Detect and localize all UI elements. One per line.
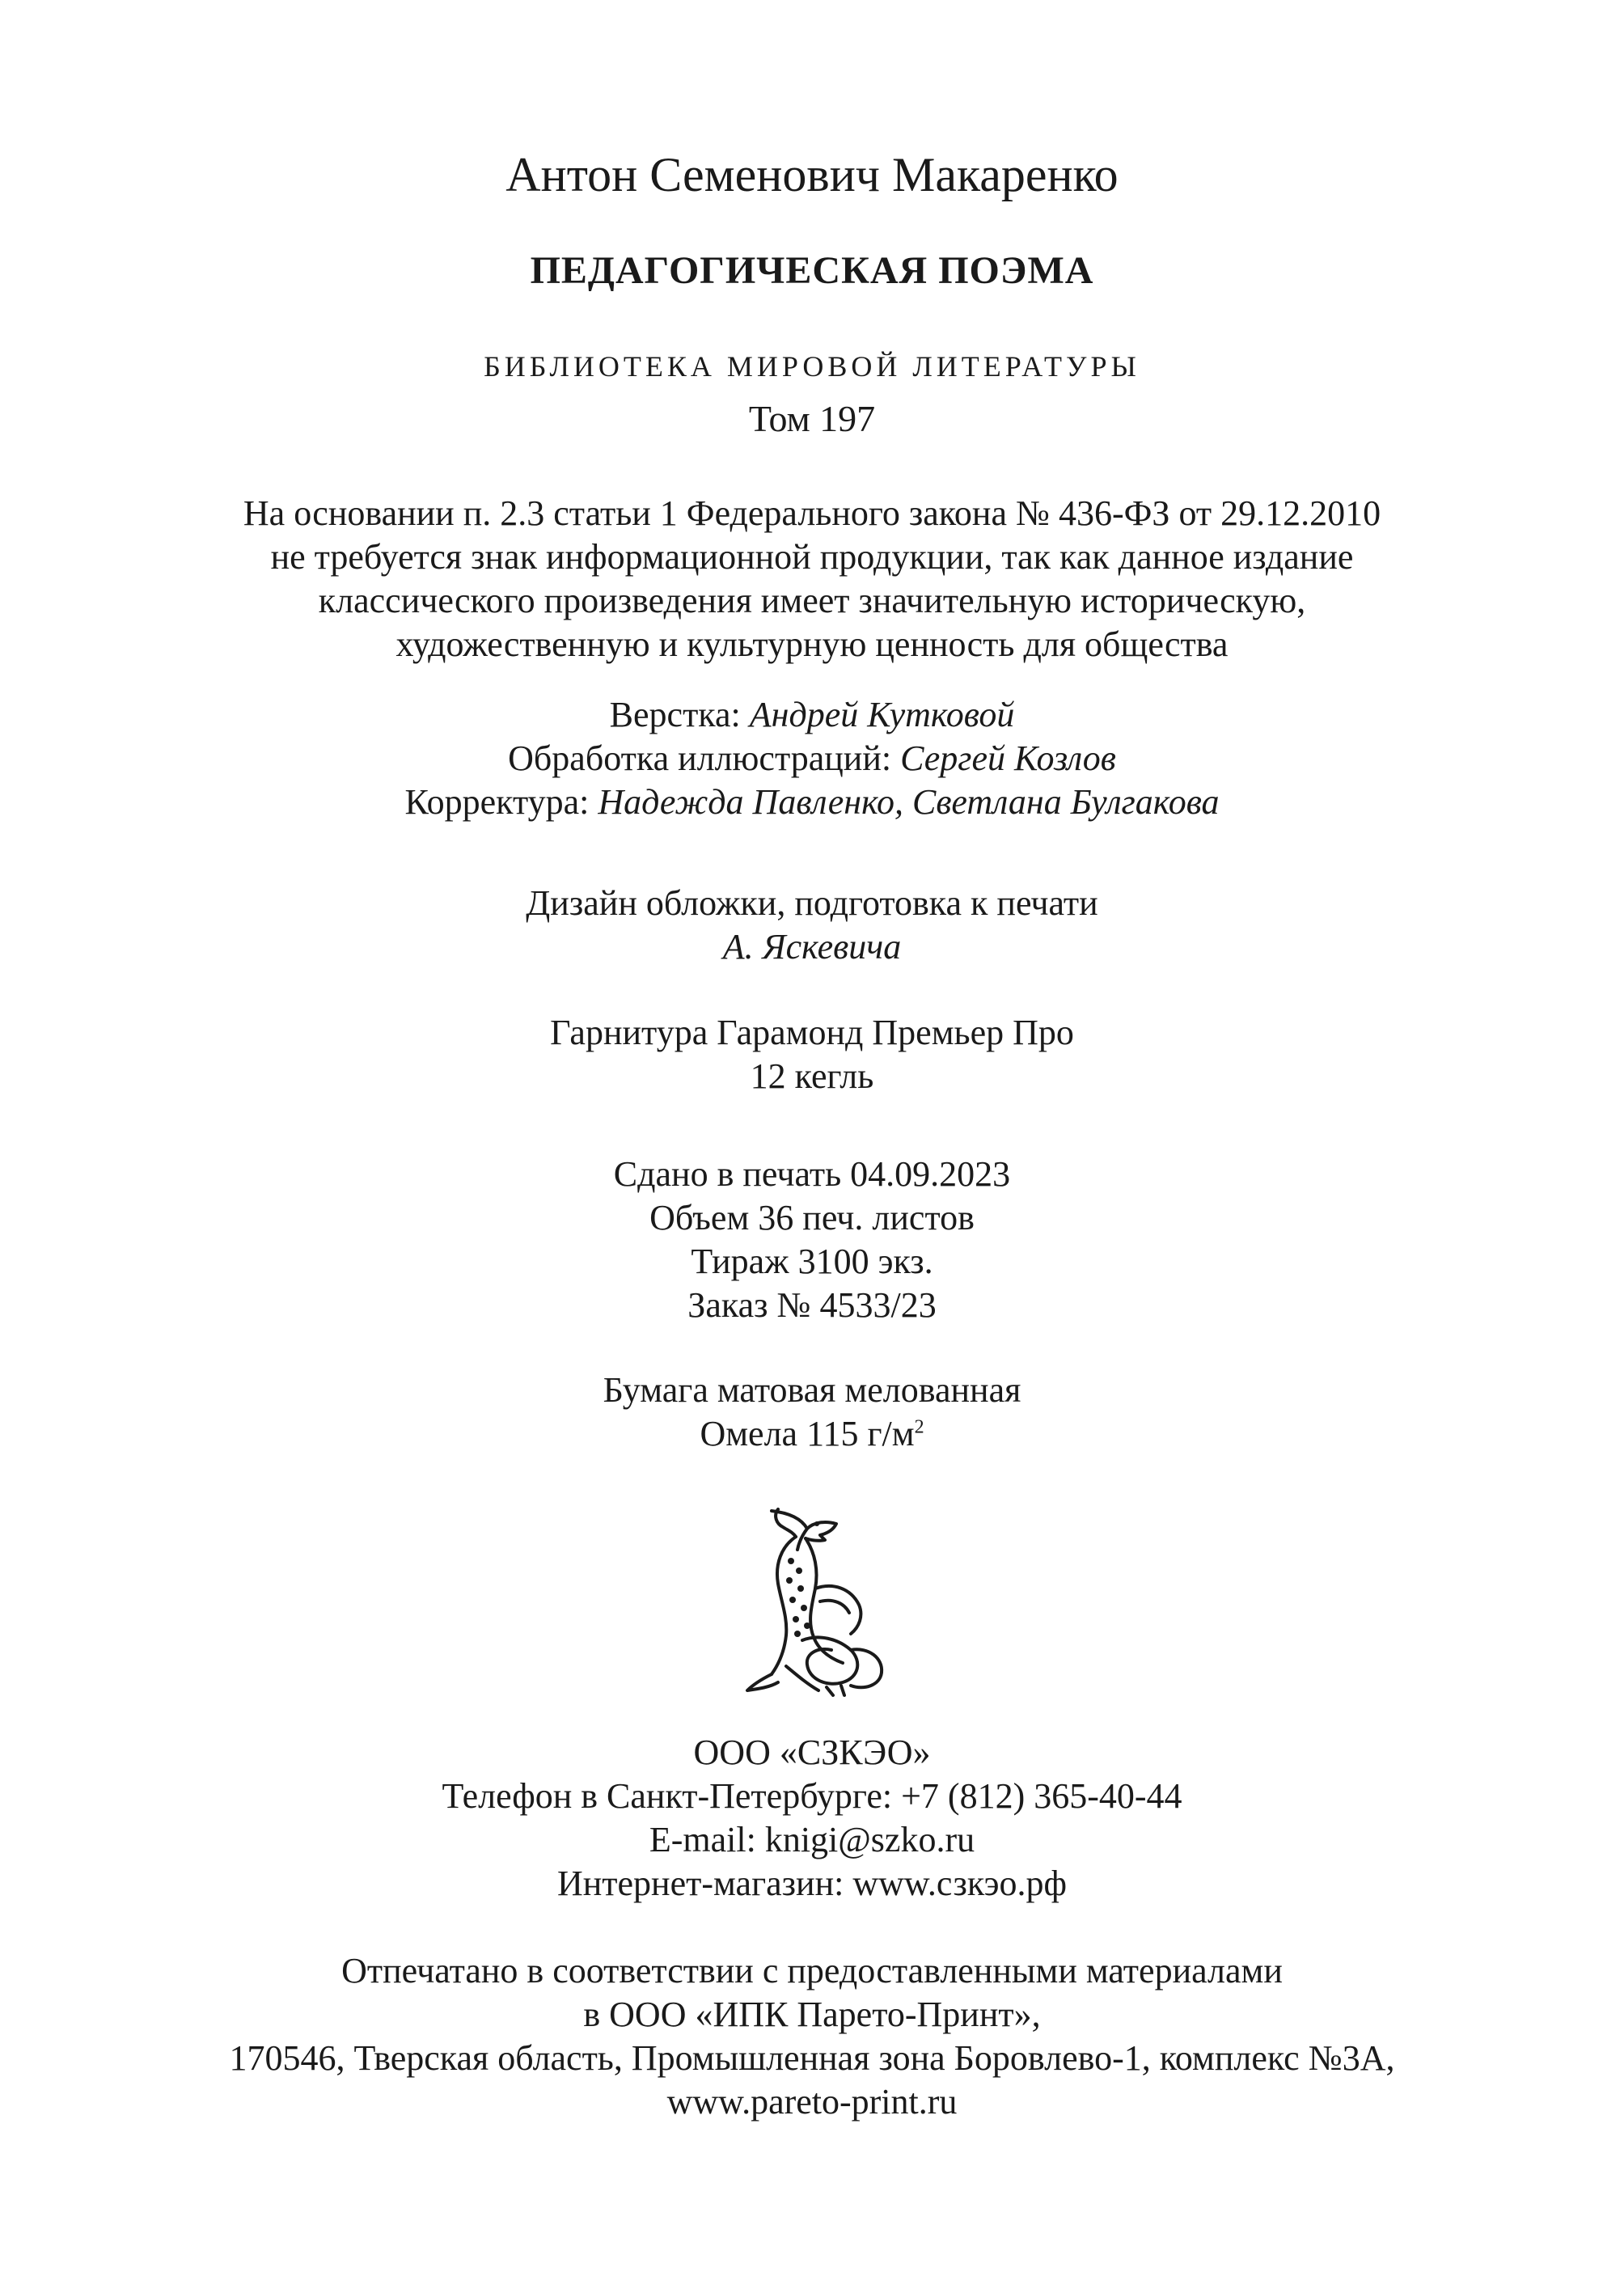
dragon-emblem-icon bbox=[730, 1504, 899, 1699]
book-title: ПЕДАГОГИЧЕСКАЯ ПОЭМА bbox=[530, 249, 1094, 292]
credit-layout-label: Верстка: bbox=[609, 695, 750, 734]
printer-address: 170546, Тверская область, Промышленная зона Боровлево-1, комплекс №3А, bbox=[229, 2038, 1395, 2078]
paper-grade bbox=[0, 1412, 1624, 1456]
publisher-email: E-mail: knigi@szko.ru bbox=[649, 1820, 975, 1859]
credit-illustrations-name: Сергей Козлов bbox=[900, 738, 1116, 778]
printer-website: www.pareto-print.ru bbox=[666, 2082, 958, 2122]
paper-grade-superscript: 2 bbox=[914, 1416, 924, 1438]
legal-notice-line: не требуется знак информационной продукции, так как данное издание bbox=[270, 537, 1354, 577]
font-size: 12 кегль bbox=[750, 1056, 874, 1096]
printer-line: в ООО «ИПК Парето-Принт», bbox=[583, 1995, 1041, 2034]
publisher-phone: Телефон в Санкт-Петербурге: +7 (812) 365-40-44 bbox=[442, 1776, 1182, 1816]
publisher-shop: Интернет-магазин: www.сзкэо.рф bbox=[556, 1864, 1068, 1903]
legal-notice-line: классического произведения имеет значительную историческую, bbox=[318, 581, 1306, 620]
author-name: Антон Семенович Макаренко bbox=[505, 148, 1119, 201]
paper-grade-text: Омела 115 г/м bbox=[700, 1414, 915, 1453]
typeface: Гарнитура Гарамонд Премьер Про bbox=[550, 1013, 1074, 1052]
credit-layout-name: Андрей Кутковой bbox=[749, 695, 1015, 734]
legal-notice-line: На основании п. 2.3 статьи 1 Федерального закона № 436-ФЗ от 29.12.2010 bbox=[243, 493, 1381, 533]
credit-cover-label: Дизайн обложки, подготовка к печати bbox=[526, 883, 1098, 923]
legal-notice-line: художественную и культурную ценность для общества bbox=[395, 624, 1229, 664]
order-number: Заказ № 4533/23 bbox=[687, 1285, 937, 1325]
credit-proofreading-label: Корректура: bbox=[404, 782, 598, 822]
printer-line: Отпечатано в соответствии с предоставленными материалами bbox=[341, 1951, 1283, 1991]
sent-to-print: Сдано в печать 04.09.2023 bbox=[613, 1154, 1011, 1194]
volume-number: Том 197 bbox=[748, 398, 876, 439]
credit-cover-name: А. Яскевича bbox=[722, 927, 902, 967]
print-volume: Объем 36 печ. листов bbox=[649, 1198, 975, 1237]
credit-layout bbox=[0, 693, 1624, 737]
credit-proofreading bbox=[0, 781, 1624, 824]
paper-type: Бумага матовая мелованная bbox=[603, 1370, 1021, 1410]
credit-illustrations bbox=[0, 737, 1624, 781]
credit-illustrations-label: Обработка иллюстраций: bbox=[508, 738, 901, 778]
publisher-name: ООО «СЗКЭО» bbox=[693, 1732, 931, 1772]
credit-proofreading-name: Надежда Павленко, Светлана Булгакова bbox=[598, 782, 1220, 822]
series-name: БИБЛИОТЕКА МИРОВОЙ ЛИТЕРАТУРЫ bbox=[484, 350, 1140, 383]
print-run: Тираж 3100 экз. bbox=[691, 1242, 933, 1281]
